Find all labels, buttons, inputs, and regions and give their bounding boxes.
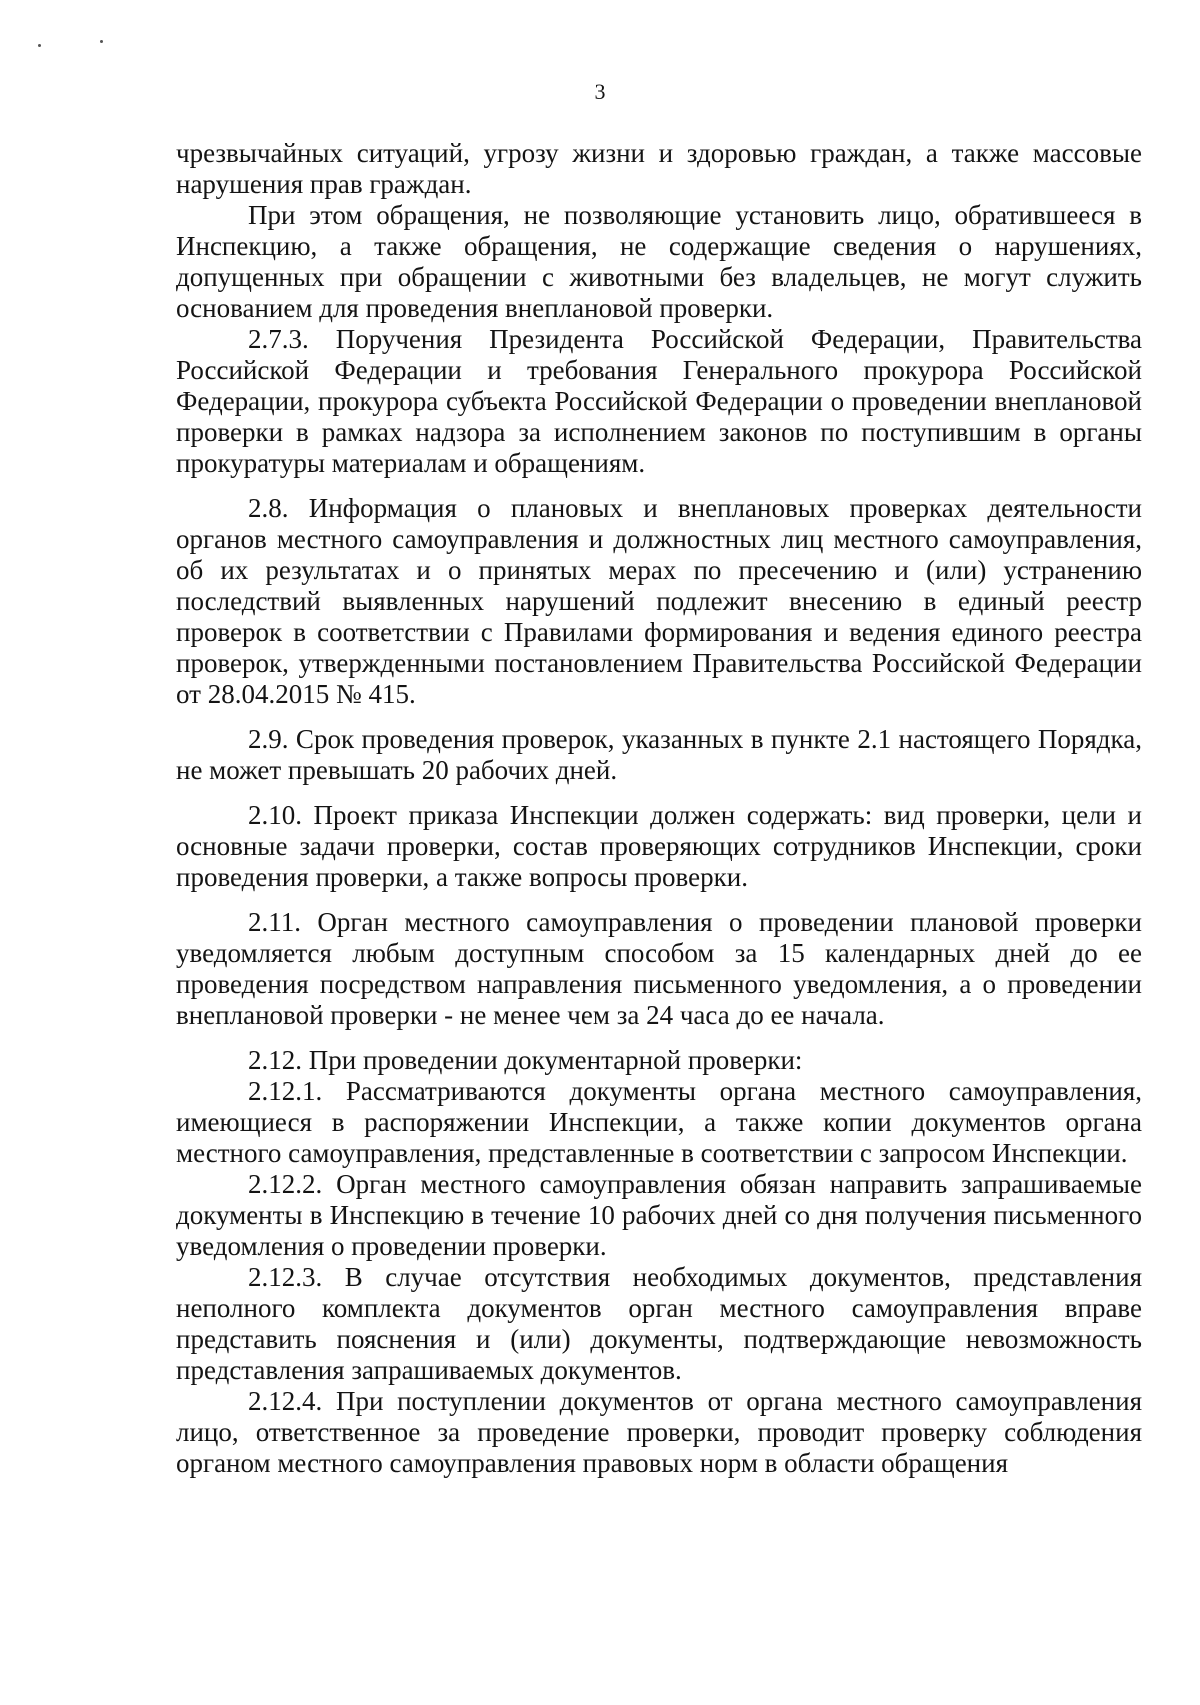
- paragraph-2-12-2: 2.12.2. Орган местного самоуправления обязан направить запрашиваемые документы в Инспекцию в течение 10 рабочих дней со дня получения письменного уведомления о проведении проверки.: [176, 1169, 1142, 1261]
- paragraph-2-8: 2.8. Информация о плановых и внеплановых проверках деятельности органов местного самоуправления и должностных лиц местного самоуправления, об их результатах и о принятых мерах по пресечению и (или) устранению последствий выявленных нарушений подлежит внесению в единый реестр проверок в соответствии с Правилами формирования и ведения единого реестра проверок, утвержденными постановлением Правительства Российской Федерации от 28.04.2015 № 415.: [176, 493, 1142, 709]
- scan-speck: [100, 40, 103, 43]
- paragraph-2-12-1: 2.12.1. Рассматриваются документы органа местного самоуправления, имеющиеся в распоряжении Инспекции, а также копии документов органа местного самоуправления, представленные в соответствии с запросом Инспекции.: [176, 1076, 1142, 1168]
- paragraph-2-12: 2.12. При проведении документарной проверки:: [248, 1045, 803, 1075]
- paragraph-2-7-3: 2.7.3. Поручения Президента Российской Федерации, Правительства Российской Федерации и требования Генерального прокурора Российской Федерации, прокурора субъекта Российской Федерации о проведении внеплановой проверки в рамках надзора за исполнением законов по поступившим в органы прокуратуры материалам и обращениям.: [176, 324, 1142, 478]
- paragraph-cont-2-7-2: чрезвычайных ситуаций, угрозу жизни и здоровью граждан, а также массовые нарушения прав граждан.: [176, 138, 1142, 199]
- scan-speck: [38, 44, 41, 47]
- paragraph-2-12-3: 2.12.3. В случае отсутствия необходимых документов, представления неполного комплекта документов орган местного самоуправления вправе представить пояснения и (или) документы, подтверждающие невозможность представления запрашиваемых документов.: [176, 1262, 1142, 1385]
- paragraph-anonymous-appeals: При этом обращения, не позволяющие установить лицо, обратившееся в Инспекцию, а также обращения, не содержащие сведения о нарушениях, допущенных при обращении с животными без владельцев, не могут служить основанием для проведения внеплановой проверки.: [176, 200, 1142, 323]
- paragraph-2-10: 2.10. Проект приказа Инспекции должен содержать: вид проверки, цели и основные задачи проверки, состав проверяющих сотрудников Инспекции, сроки проведения проверки, а также вопросы проверки.: [176, 800, 1142, 892]
- paragraph-2-9: 2.9. Срок проведения проверок, указанных в пункте 2.1 настоящего Порядка, не может превышать 20 рабочих дней.: [176, 724, 1142, 785]
- page-number: 3: [594, 79, 606, 104]
- document-body: [176, 138, 1142, 1479]
- paragraph-2-11: 2.11. Орган местного самоуправления о проведении плановой проверки уведомляется любым доступным способом за 15 календарных дней до ее проведения посредством направления письменного уведомления, а о проведении внеплановой проверки - не менее чем за 24 часа до ее начала.: [176, 907, 1142, 1030]
- paragraph-2-12-4: 2.12.4. При поступлении документов от органа местного самоуправления лицо, ответственное за проведение проверки, проводит проверку соблюдения органом местного самоуправления правовых норм в области обращения: [176, 1386, 1142, 1478]
